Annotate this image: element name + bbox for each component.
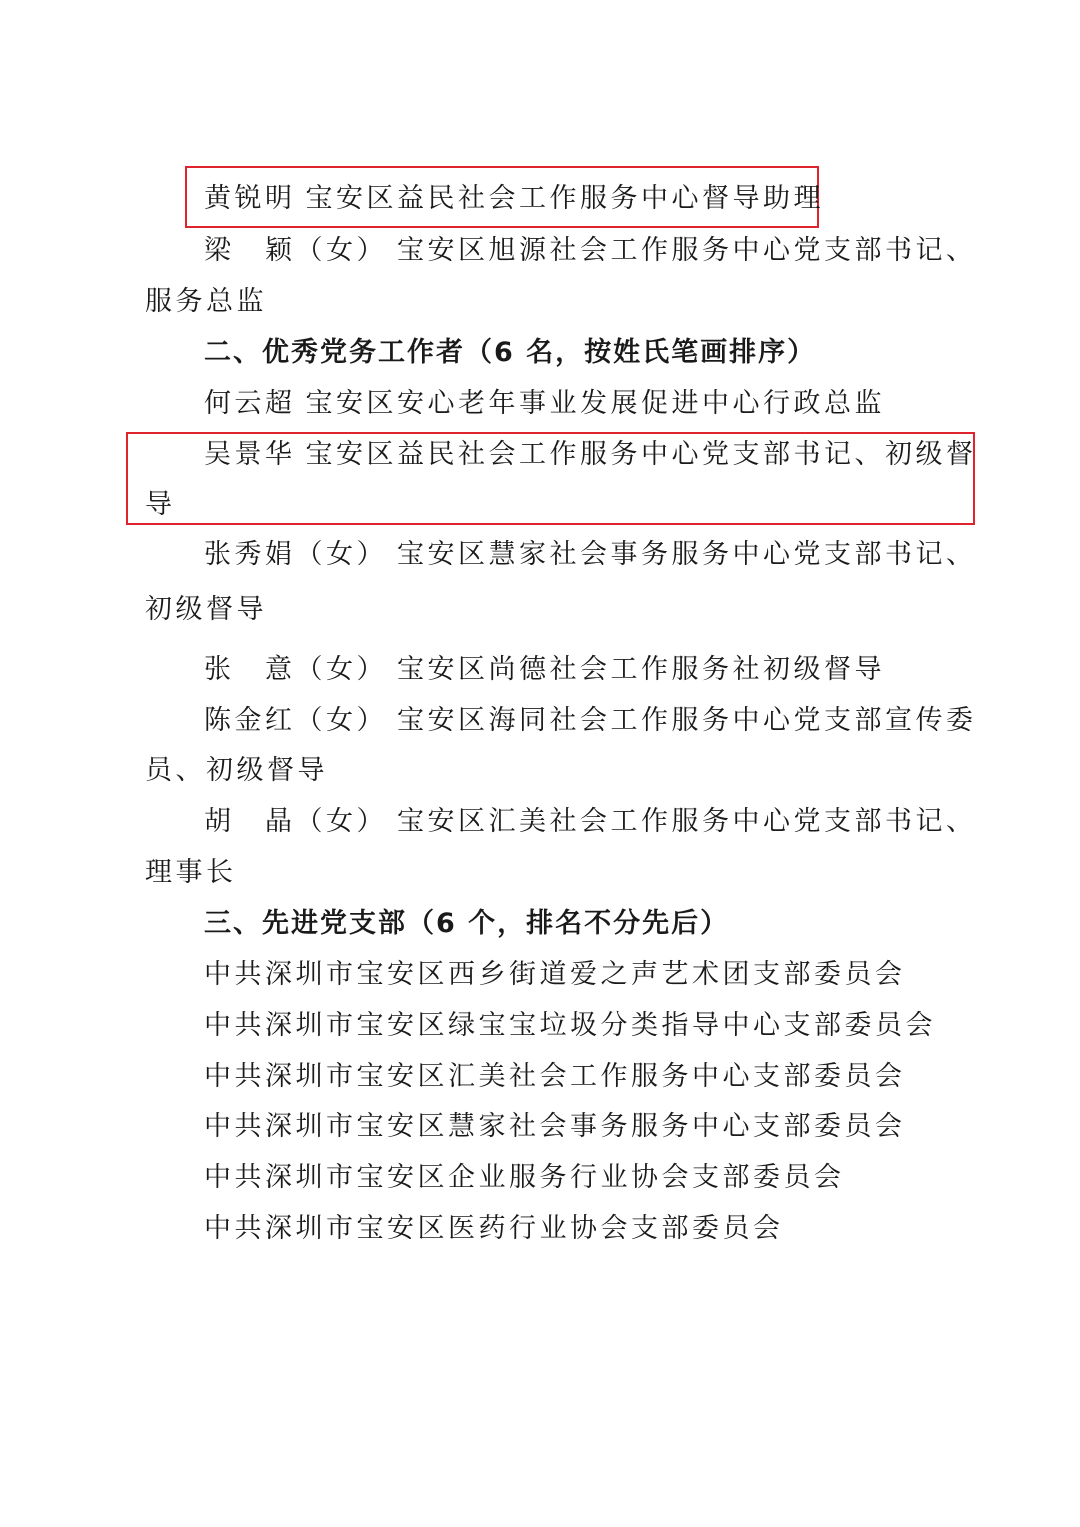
entry-detail: 宝安区益民社会工作服务中心党支部书记、初级督 [305,439,977,470]
entry-wu-jinghua [204,437,977,473]
branch-item: 中共深圳市宝安区医药行业协会支部委员会 [204,1213,784,1244]
entry-zhang-xiujuan [204,537,977,573]
entry-detail: 宝安区汇美社会工作服务中心党支部书记、 [397,806,977,837]
entry-detail: 宝安区海同社会工作服务中心党支部宣传委 [397,705,977,736]
entry-zhang-xiujuan-continuation: 初级督导 [145,594,267,625]
entry-name: 梁 颖（女） [204,235,387,266]
entry-name: 吴景华 [204,439,296,470]
entry-wu-jinghua-continuation: 导 [145,489,176,520]
branch-item: 中共深圳市宝安区绿宝宝垃圾分类指导中心支部委员会 [204,1010,936,1041]
entry-he-yunchao [204,386,885,422]
entry-chen-jinhong [204,703,977,739]
section-heading-2: 二、优秀党务工作者（6 名，按姓氏笔画排序） [204,337,817,368]
entry-liang-ying [204,233,977,269]
entry-liang-ying-continuation: 服务总监 [145,286,267,317]
entry-zhang-yi [204,652,885,688]
entry-chen-jinhong-continuation: 员、初级督导 [145,755,328,786]
entry-detail: 宝安区旭源社会工作服务中心党支部书记、 [397,235,977,266]
entry-detail: 宝安区尚德社会工作服务社初级督导 [397,654,885,685]
branch-item: 中共深圳市宝安区企业服务行业协会支部委员会 [204,1162,845,1193]
branch-item: 中共深圳市宝安区汇美社会工作服务中心支部委员会 [204,1061,906,1092]
entry-name: 黄锐明 [204,183,296,214]
entry-name: 陈金红（女） [204,705,387,736]
entry-name: 张 意（女） [204,654,387,685]
entry-huang-ruiming [204,181,824,217]
entry-detail: 宝安区慧家社会事务服务中心党支部书记、 [397,539,977,570]
section-heading-3: 三、先进党支部（6 个，排名不分先后） [204,908,730,939]
entry-hu-jing [204,804,977,840]
entry-hu-jing-continuation: 理事长 [145,857,237,888]
entry-name: 胡 晶（女） [204,806,387,837]
entry-name: 何云超 [204,388,296,419]
branch-item: 中共深圳市宝安区西乡街道爱之声艺术团支部委员会 [204,959,906,990]
entry-detail: 宝安区安心老年事业发展促进中心行政总监 [305,388,885,419]
branch-item: 中共深圳市宝安区慧家社会事务服务中心支部委员会 [204,1111,906,1142]
entry-detail: 宝安区益民社会工作服务中心督导助理 [305,183,824,214]
entry-name: 张秀娟（女） [204,539,387,570]
